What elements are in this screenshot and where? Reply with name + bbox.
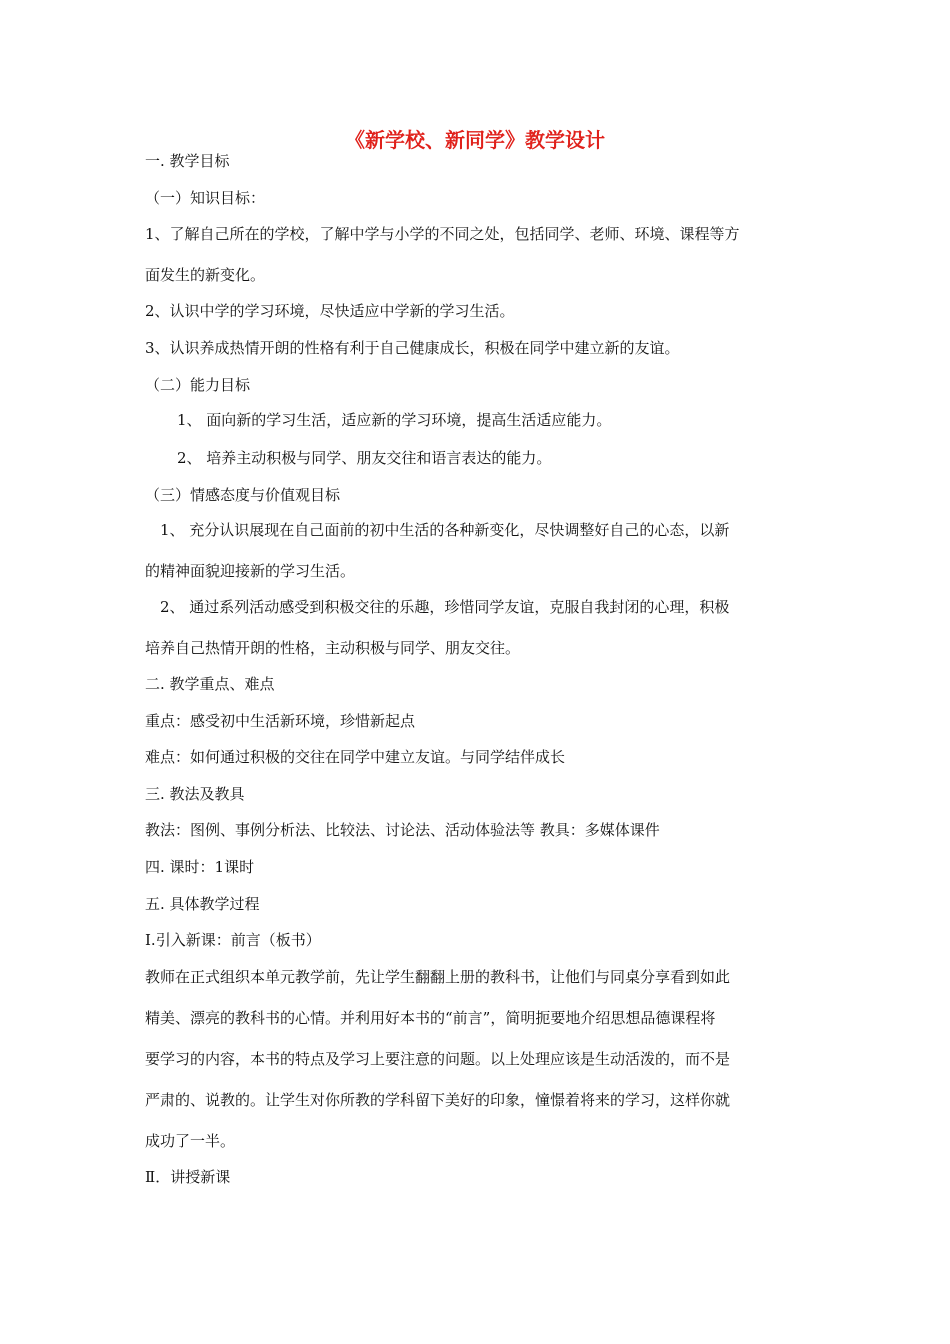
paragraph-line: 面发生的新变化。 [145, 266, 266, 284]
subheading-new-lesson: Ⅱ．讲授新课 [145, 1168, 231, 1186]
paragraph-line: 2、认识中学的学习环境，尽快适应中学新的学习生活。 [145, 302, 515, 320]
section-heading-process: 五. 具体教学过程 [145, 895, 260, 913]
section-heading-hours: 四. 课时：1课时 [145, 858, 255, 876]
subheading-knowledge: （一）知识目标： [145, 189, 266, 207]
paragraph-line: 重点：感受初中生活新环境，珍惜新起点 [145, 712, 416, 730]
section-heading-keypoints: 二. 教学重点、难点 [145, 675, 275, 693]
paragraph-line: 教法：图例、事例分析法、比较法、讨论法、活动体验法等 教具：多媒体课件 [145, 821, 660, 839]
subheading-intro: Ⅰ.引入新课：前言（板书） [145, 931, 321, 949]
paragraph-line: 2、 通过系列活动感受到积极交往的乐趣，珍惜同学友谊，克服自我封闭的心理，积极 [160, 598, 730, 616]
document-title: 《新学校、新同学》教学设计 [345, 128, 605, 152]
paragraph-line: 严肃的、说教的。让学生对你所教的学科留下美好的印象，憧憬着将来的学习，这样你就 [145, 1091, 731, 1109]
paragraph-line: 难点：如何通过积极的交往在同学中建立友谊。与同学结伴成长 [145, 748, 566, 766]
paragraph-line: 要学习的内容，本书的特点及学习上要注意的问题。以上处理应该是生动活泼的，而不是 [145, 1050, 731, 1068]
paragraph-line: 的精神面貌迎接新的学习生活。 [145, 562, 356, 580]
paragraph-line: 精美、漂亮的教科书的心情。并利用好本书的“前言”，简明扼要地介绍思想品德课程将 [145, 1009, 716, 1027]
subheading-ability: （二）能力目标 [145, 376, 251, 394]
section-heading-methods: 三. 教法及教具 [145, 785, 245, 803]
paragraph-line: 1、了解自己所在的学校，了解中学与小学的不同之处，包括同学、老师、环境、课程等方 [145, 225, 740, 243]
paragraph-line: 1、 面向新的学习生活，适应新的学习环境，提高生活适应能力。 [177, 411, 612, 429]
paragraph-line: 2、 培养主动积极与同学、朋友交往和语言表达的能力。 [177, 449, 552, 467]
paragraph-line: 培养自己热情开朗的性格，主动积极与同学、朋友交往。 [145, 639, 521, 657]
paragraph-line: 教师在正式组织本单元教学前，先让学生翻翻上册的教科书，让他们与同桌分享看到如此 [145, 968, 731, 986]
paragraph-line: 1、 充分认识展现在自己面前的初中生活的各种新变化，尽快调整好自己的心态，以新 [160, 521, 730, 539]
section-heading-objectives: 一. 教学目标 [145, 152, 230, 170]
paragraph-line: 3、认识养成热情开朗的性格有利于自己健康成长，积极在同学中建立新的友谊。 [145, 339, 680, 357]
subheading-attitude: （三）情感态度与价值观目标 [145, 486, 341, 504]
paragraph-line: 成功了一半。 [145, 1132, 236, 1150]
